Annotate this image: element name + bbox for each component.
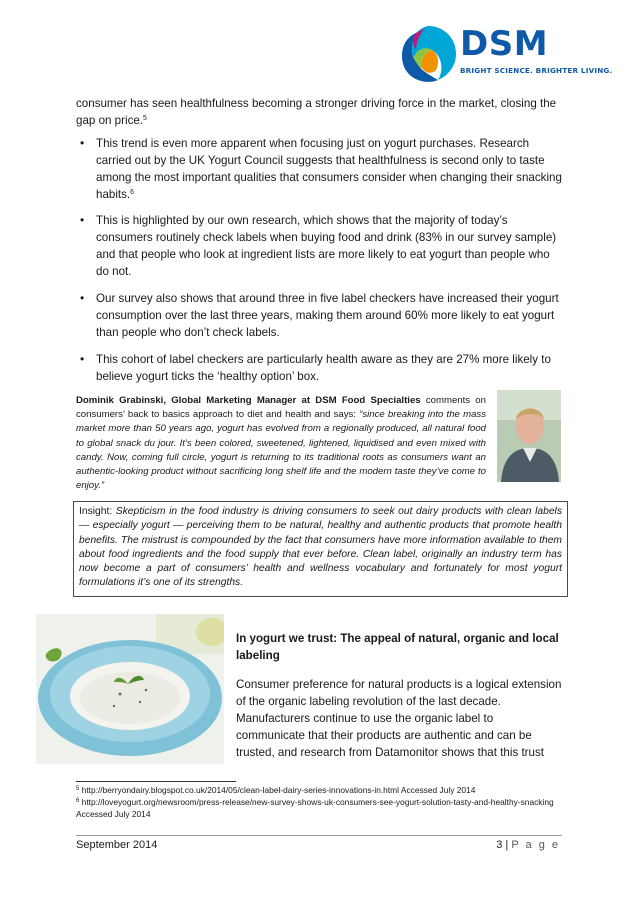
insight-text: Skepticism in the food industry is driving consumers to seek out dairy products with clean labels — especially yogurt — perceiving them to be natural, healthy and authentic products that promote health benefits. The mistrust is compounded by the fact that consumers have more information available to them about food ingredients and the food supply that ever before. Clean label, originally an industry term has now become a part of consumers’ health and wellness vocabulary and fortunately for most yogurt formulations it’s one of its strengths. [79,506,562,589]
insight-separator: : [109,506,116,517]
bullet-text: This is highlighted by our own research, which shows that the majority of today’s consumers routinely check labels when buying food and drink (83% in our survey sample) and that people who look at ingredient lists are more likely to eat yogurt than people who do not. [96,214,557,278]
quote-text: “since breaking into the mass market more than 50 years ago, yogurt has evolved from a regionally produced, all natural food to global snack du jour. It’s been colored, sweetened, lightened, liquidised and even mixed with candy. Now, coming full circle, yogurt is returning to its traditional roots as consumers want an authentic-looking product without sacrificing long shelf life and the modern taste they’ve come to enjoy.” [76,409,486,492]
page-number [496,839,560,851]
dsm-swirl-icon [398,22,460,88]
yogurt-bowl-icon [36,614,224,764]
section-body: Consumer preference for natural products is a logical extension of the organic labeling revolution of the last decade. Manufacturers continue to use the organic label to communicate that their products are authentic and can be trusted, and research from Datamonitor shows that this trust [236,678,562,759]
footnote-item [76,784,566,796]
footnote-divider [76,781,236,782]
bullet-icon: • [80,213,85,227]
footnote-text: http://berryondairy.blogspot.co.uk/2014/05/clean-label-dairy-series-innovations-in.html Accessed July 2014 [81,785,476,795]
section-heading: In yogurt we trust: The appeal of natural, organic and local labeling [236,632,559,662]
portrait-photo [497,390,561,482]
person-icon [497,390,561,482]
dsm-logo [398,22,613,88]
footnote-number: 5 [76,786,80,792]
insight-label: Insight [79,506,110,517]
list-item [76,351,564,385]
yogurt-dish-image [36,614,224,764]
footnote-item [76,796,566,820]
list-item [76,135,564,203]
footer-date: September 2014 [76,839,158,851]
intro-paragraph [76,95,560,129]
bullet-icon: • [80,352,85,366]
bullet-text: This cohort of label checkers are particularly health aware as they are 27% more likely to believe yogurt ticks the ‘healthy option’ box. [96,353,551,383]
page-separator: | [505,839,509,851]
bullet-text: Our survey also shows that around three in five label checkers have increased their yogurt consumption over the last three years, making them around 60% more likely to eat yogurt than people who don’t check labels. [96,292,559,339]
quote-speaker: Dominik Grabinski, Global Marketing Manager at DSM Food Specialties [76,395,421,406]
quote-lead: comments on consumers’ back to basics approach to diet and health and says: [76,395,486,421]
bullet-icon: • [80,136,85,150]
footer-divider [76,835,562,836]
footnote-number: 6 [76,798,80,805]
intro-text: consumer has seen healthfulness becoming a stronger driving force in the market, closing the gap on price. [76,97,557,127]
bullet-text: This trend is even more apparent when focusing just on yogurt purchases. Research carried out by the UK Yogurt Council suggests that healthfulness is second only to taste among the most important qualities that consumers consider when changing their snacking habits. [96,137,562,201]
page-word: P a g e [511,839,560,851]
footnote-ref: 5 [143,115,147,122]
footnotes [76,784,566,821]
list-item [76,212,564,280]
page-number-value: 3 [496,839,503,851]
logo-tagline: BRIGHT SCIENCE. BRIGHTER LIVING. [460,66,613,75]
quote-block [76,394,486,493]
footnote-text: http://loveyogurt.org/newsroom/press-release/new-survey-shows-uk-consumers-see-yogurt-solution-tasty-and-healthy-snacking Accessed July 2014 [76,797,554,820]
insight-box [73,501,568,597]
bullet-icon: • [80,291,85,305]
footnote-ref: 6 [130,189,135,196]
bullet-list [76,135,564,394]
logo-wordmark: DSM [460,24,549,64]
list-item [76,290,564,341]
